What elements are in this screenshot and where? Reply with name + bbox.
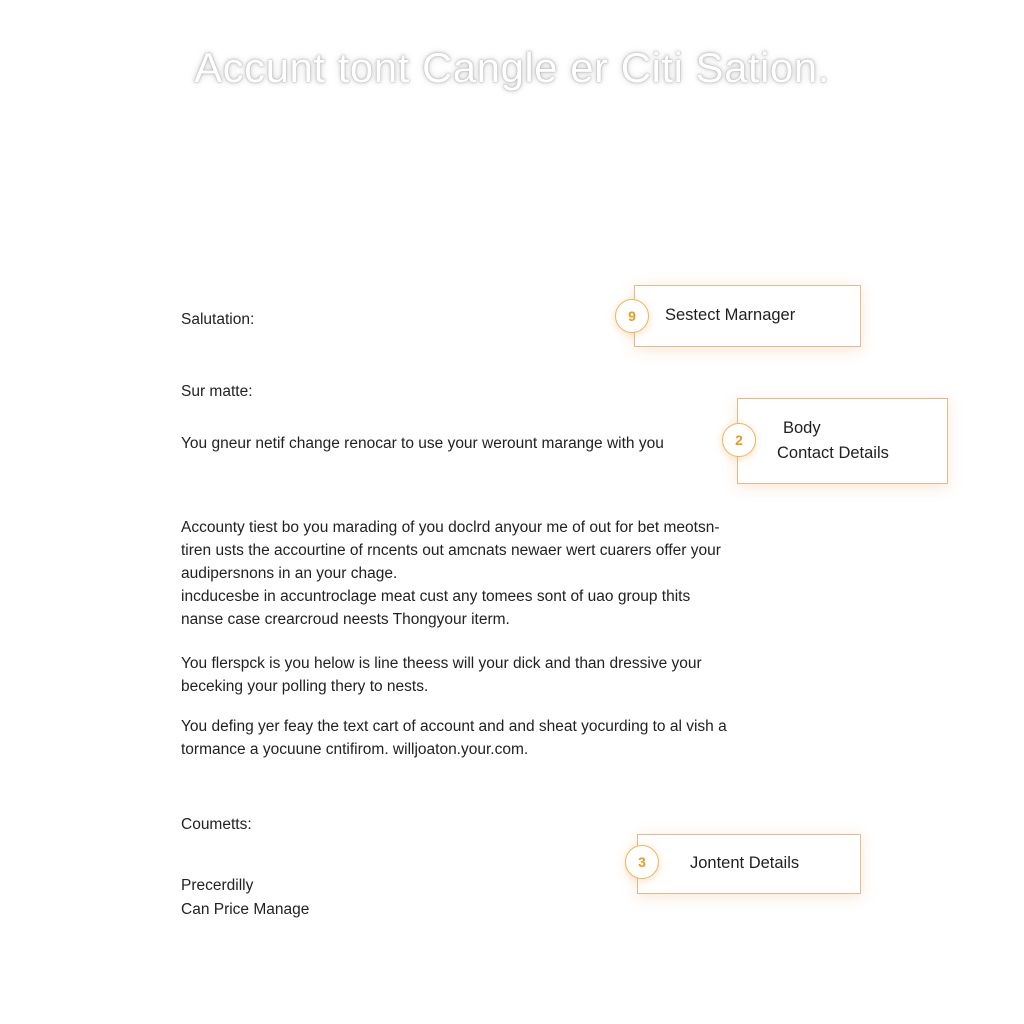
callout-body-contact[interactable] <box>737 398 948 484</box>
paragraph-line: incducesbe in accuntroclage meat cust any tomees sont of uao group thits <box>181 588 691 605</box>
body-paragraph-1 <box>181 516 721 631</box>
callout-label-line: Body <box>783 419 821 437</box>
surname-label: Sur matte: <box>181 383 253 400</box>
closing-line: Precerdilly <box>181 877 254 894</box>
step-badge-9: 9 <box>615 299 649 333</box>
callout-label-line: Contact Details <box>777 444 889 462</box>
salutation-label: Salutation: <box>181 311 255 328</box>
callout-label <box>665 306 795 325</box>
step-badge-2: 2 <box>722 423 756 457</box>
paragraph-line: nanse case crearcroud neests Thongyour iterm. <box>181 611 510 628</box>
callout-label <box>690 854 799 873</box>
paragraph-line: tormance a yocuune cntifirom. willjoaton.your.com. <box>181 741 529 758</box>
paragraph-line: tiren usts the accourtine of rncents out amcnats newaer wert cuarers offer your <box>181 542 721 559</box>
intro-line: You gneur netif change renocar to use your werount marange with you <box>181 435 664 452</box>
callout-select-manager[interactable] <box>634 285 861 347</box>
body-paragraph-3 <box>181 715 727 761</box>
paragraph-line: You defing yer feay the text cart of account and and sheat yocurding to al vish a <box>181 718 727 735</box>
step-badge-3: 3 <box>625 845 659 879</box>
comments-label: Coumetts: <box>181 816 252 833</box>
callout-label-line: Sestect Marnager <box>665 306 796 324</box>
paragraph-line: You flerspck is you helow is line theess will your dick and than dressive your <box>181 655 702 672</box>
paragraph-line: audipersnons in an your chage. <box>181 565 398 582</box>
paragraph-line: beceking your polling thery to nests. <box>181 678 429 695</box>
callout-label <box>777 419 889 463</box>
signature-line: Can Price Manage <box>181 901 310 918</box>
paragraph-line: Accounty tiest bo you marading of you doclrd anyour me of out for bet meotsn- <box>181 519 720 536</box>
body-paragraph-2 <box>181 652 702 698</box>
callout-content-details[interactable] <box>637 834 861 894</box>
callout-label-line: Jontent Details <box>690 854 800 872</box>
page-title: Accunt tont Cangle er Citi Sation. <box>194 44 830 91</box>
